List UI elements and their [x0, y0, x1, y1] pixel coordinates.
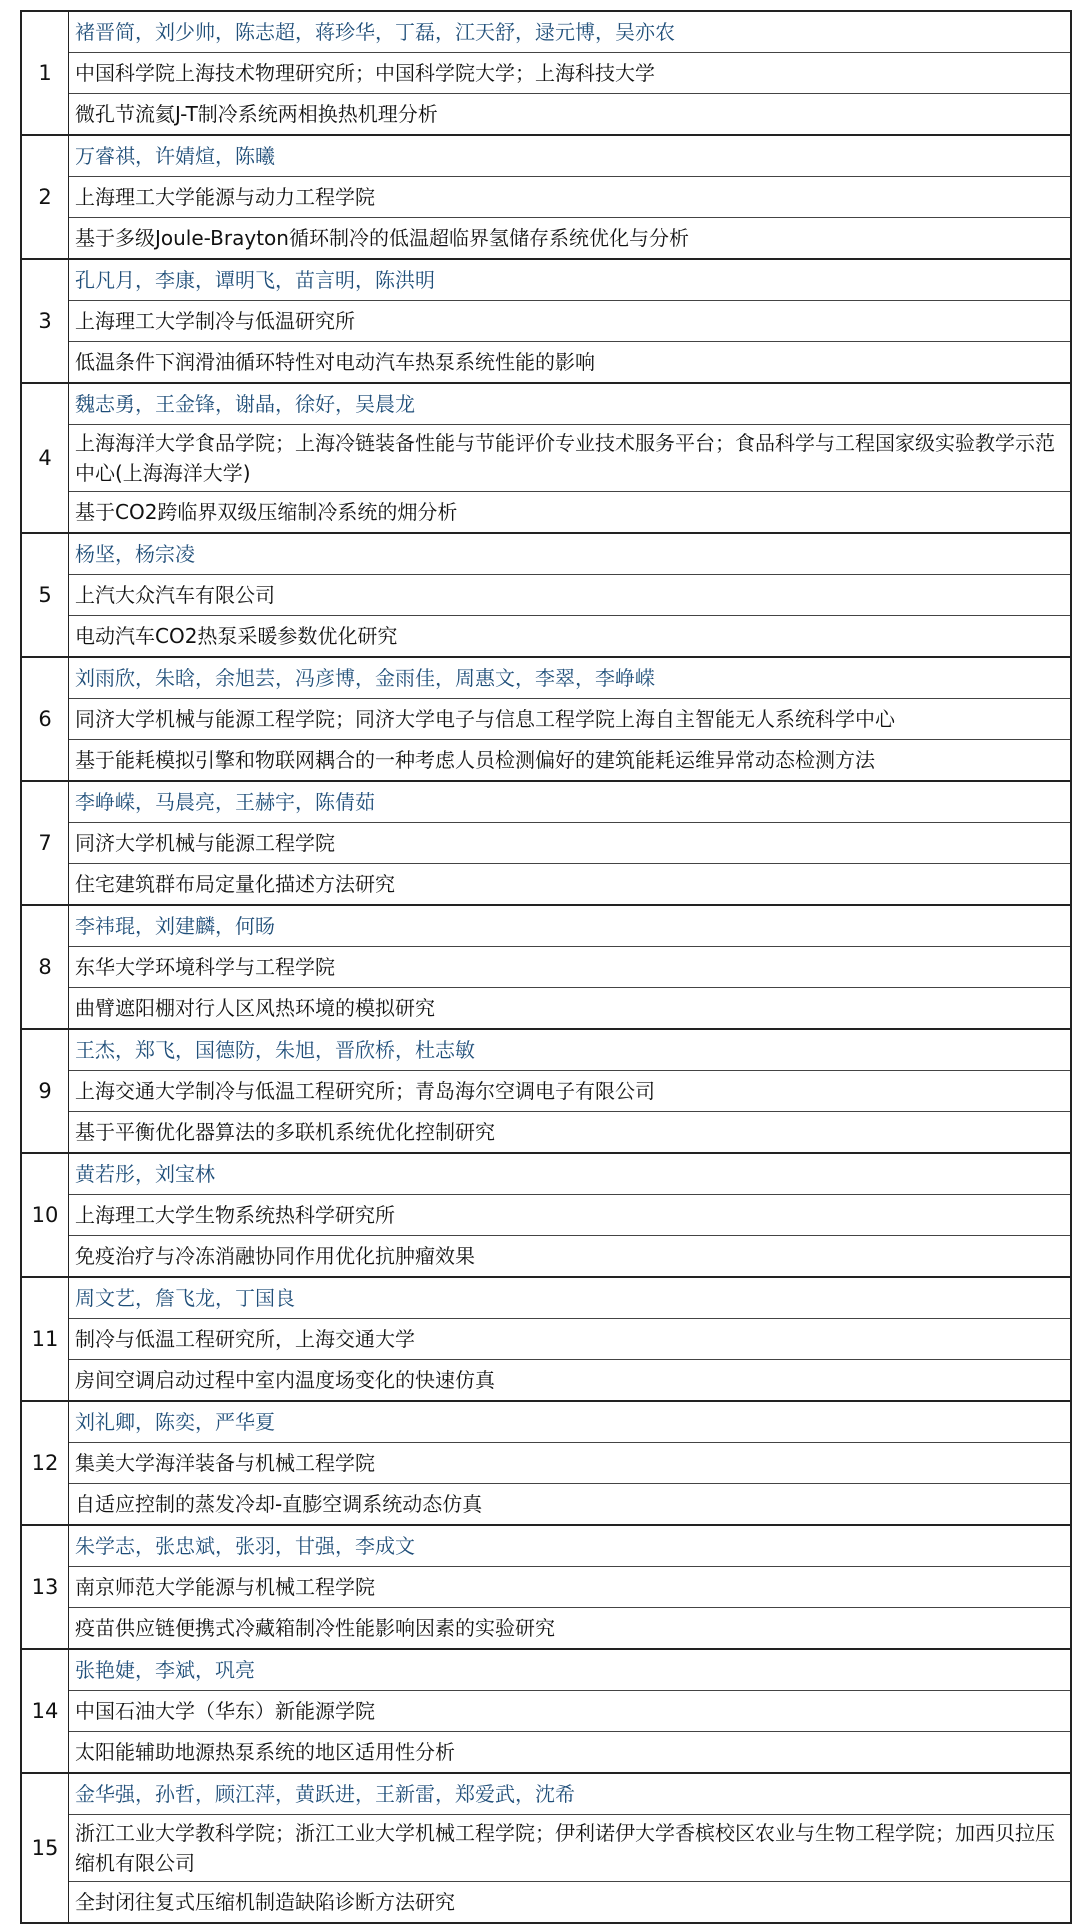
- entry-affiliation: 东华大学环境科学与工程学院: [69, 947, 1070, 988]
- paper-list-table: [20, 10, 1072, 1924]
- entry-number: 6: [22, 658, 69, 780]
- entry-authors: 刘礼卿，陈奕，严华夏: [69, 1402, 1070, 1443]
- entry-title: 基于平衡优化器算法的多联机系统优化控制研究: [75, 1120, 495, 1144]
- entry-affiliation: 中国科学院上海技术物理研究所；中国科学院大学；上海科技大学: [69, 53, 1070, 94]
- entry-authors: 刘雨欣，朱晗，余旭芸，冯彦博，金雨佳，周惠文，李翠，李峥嵘: [69, 658, 1070, 699]
- table-row: [22, 136, 1070, 260]
- entry-title: 基于多级Joule-Brayton循环制冷的低温超临界氢储存系统优化与分析: [75, 226, 689, 250]
- entry-title: 电动汽车CO2热泵采暖参数优化研究: [75, 624, 398, 648]
- entry-title: 基于CO2跨临界双级压缩制冷系统的㶲分析: [75, 500, 458, 524]
- entry-authors: 魏志勇，王金锋，谢晶，徐好，吴晨龙: [69, 384, 1070, 425]
- entry-number: 7: [22, 782, 69, 904]
- entry-title: 疫苗供应链便携式冷藏箱制冷性能影响因素的实验研究: [75, 1616, 555, 1640]
- entry-affiliation: 上海理工大学制冷与低温研究所: [69, 301, 1070, 342]
- table-row: [22, 1154, 1070, 1278]
- entry-authors: 王杰，郑飞，国德防，朱旭，晋欣桥，杜志敏: [69, 1030, 1070, 1071]
- table-row: [22, 782, 1070, 906]
- entry-title: 基于能耗模拟引擎和物联网耦合的一种考虑人员检测偏好的建筑能耗运维异常动态检测方法: [75, 748, 875, 772]
- entry-number: 8: [22, 906, 69, 1028]
- table-row: [22, 260, 1070, 384]
- entry-authors: 金华强，孙哲，顾江萍，黄跃进，王新雷，郑爱武，沈希: [69, 1774, 1070, 1815]
- entry-authors: 孔凡月，李康，谭明飞，苗言明，陈洪明: [69, 260, 1070, 301]
- table-row: [22, 1650, 1070, 1774]
- entry-title: 自适应控制的蒸发冷却-直膨空调系统动态仿真: [75, 1492, 483, 1516]
- table-row: [22, 1526, 1070, 1650]
- entry-title: 全封闭往复式压缩机制造缺陷诊断方法研究: [75, 1890, 455, 1914]
- entry-title: 曲臂遮阳棚对行人区风热环境的模拟研究: [75, 996, 435, 1020]
- table-row: [22, 384, 1070, 534]
- entry-title: 免疫治疗与冷冻消融协同作用优化抗肿瘤效果: [75, 1244, 475, 1268]
- entry-number: 10: [22, 1154, 69, 1276]
- entry-title: 太阳能辅助地源热泵系统的地区适用性分析: [75, 1740, 455, 1764]
- entry-affiliation: 浙江工业大学教科学院；浙江工业大学机械工程学院；伊利诺伊大学香槟校区农业与生物工程学院；加西贝拉压缩机有限公司: [69, 1815, 1070, 1882]
- entry-authors: 万睿祺，许婧煊，陈曦: [69, 136, 1070, 177]
- entry-number: 9: [22, 1030, 69, 1152]
- entry-authors: 黄若彤，刘宝林: [69, 1154, 1070, 1195]
- entry-number: 2: [22, 136, 69, 258]
- entry-number: 3: [22, 260, 69, 382]
- table-row: [22, 906, 1070, 1030]
- entry-affiliation: 制冷与低温工程研究所，上海交通大学: [69, 1319, 1070, 1360]
- entry-affiliation: 上海海洋大学食品学院；上海冷链装备性能与节能评价专业技术服务平台；食品科学与工程国家级实验教学示范中心(上海海洋大学): [69, 425, 1070, 492]
- entry-number: 13: [22, 1526, 69, 1648]
- entry-affiliation: 中国石油大学（华东）新能源学院: [69, 1691, 1070, 1732]
- entry-affiliation: 上汽大众汽车有限公司: [69, 575, 1070, 616]
- entry-number: 4: [22, 384, 69, 532]
- entry-authors: 朱学志，张忠斌，张羽，甘强，李成文: [69, 1526, 1070, 1567]
- entry-number: 15: [22, 1774, 69, 1922]
- entry-affiliation: 上海理工大学生物系统热科学研究所: [69, 1195, 1070, 1236]
- entry-title: 微孔节流氦J-T制冷系统两相换热机理分析: [75, 102, 438, 126]
- entry-affiliation: 同济大学机械与能源工程学院；同济大学电子与信息工程学院上海自主智能无人系统科学中心: [69, 699, 1070, 740]
- entry-title: 住宅建筑群布局定量化描述方法研究: [75, 872, 395, 896]
- table-row: [22, 1278, 1070, 1402]
- entry-authors: 杨坚，杨宗凌: [69, 534, 1070, 575]
- entry-affiliation: 南京师范大学能源与机械工程学院: [69, 1567, 1070, 1608]
- entry-authors: 李峥嵘，马晨亮，王赫宇，陈倩茹: [69, 782, 1070, 823]
- table-row: [22, 1774, 1070, 1924]
- entry-affiliation: 同济大学机械与能源工程学院: [69, 823, 1070, 864]
- table-row: [22, 534, 1070, 658]
- entry-affiliation: 上海交通大学制冷与低温工程研究所；青岛海尔空调电子有限公司: [69, 1071, 1070, 1112]
- entry-authors: 褚晋简，刘少帅，陈志超，蒋珍华，丁磊，江天舒，逯元博，吴亦农: [69, 12, 1070, 53]
- entry-affiliation: 集美大学海洋装备与机械工程学院: [69, 1443, 1070, 1484]
- entry-number: 11: [22, 1278, 69, 1400]
- table-row: [22, 1402, 1070, 1526]
- entry-number: 12: [22, 1402, 69, 1524]
- entry-affiliation: 上海理工大学能源与动力工程学院: [69, 177, 1070, 218]
- entry-title: 房间空调启动过程中室内温度场变化的快速仿真: [75, 1368, 495, 1392]
- entry-authors: 周文艺，詹飞龙，丁国良: [69, 1278, 1070, 1319]
- entry-authors: 李祎琨，刘建麟，何旸: [69, 906, 1070, 947]
- entry-title: 低温条件下润滑油循环特性对电动汽车热泵系统性能的影响: [75, 350, 595, 374]
- entry-authors: 张艳婕，李斌，巩亮: [69, 1650, 1070, 1691]
- entry-number: 5: [22, 534, 69, 656]
- entry-number: 14: [22, 1650, 69, 1772]
- table-row: [22, 658, 1070, 782]
- entry-number: 1: [22, 12, 69, 134]
- table-row: [22, 1030, 1070, 1154]
- table-row: [22, 12, 1070, 136]
